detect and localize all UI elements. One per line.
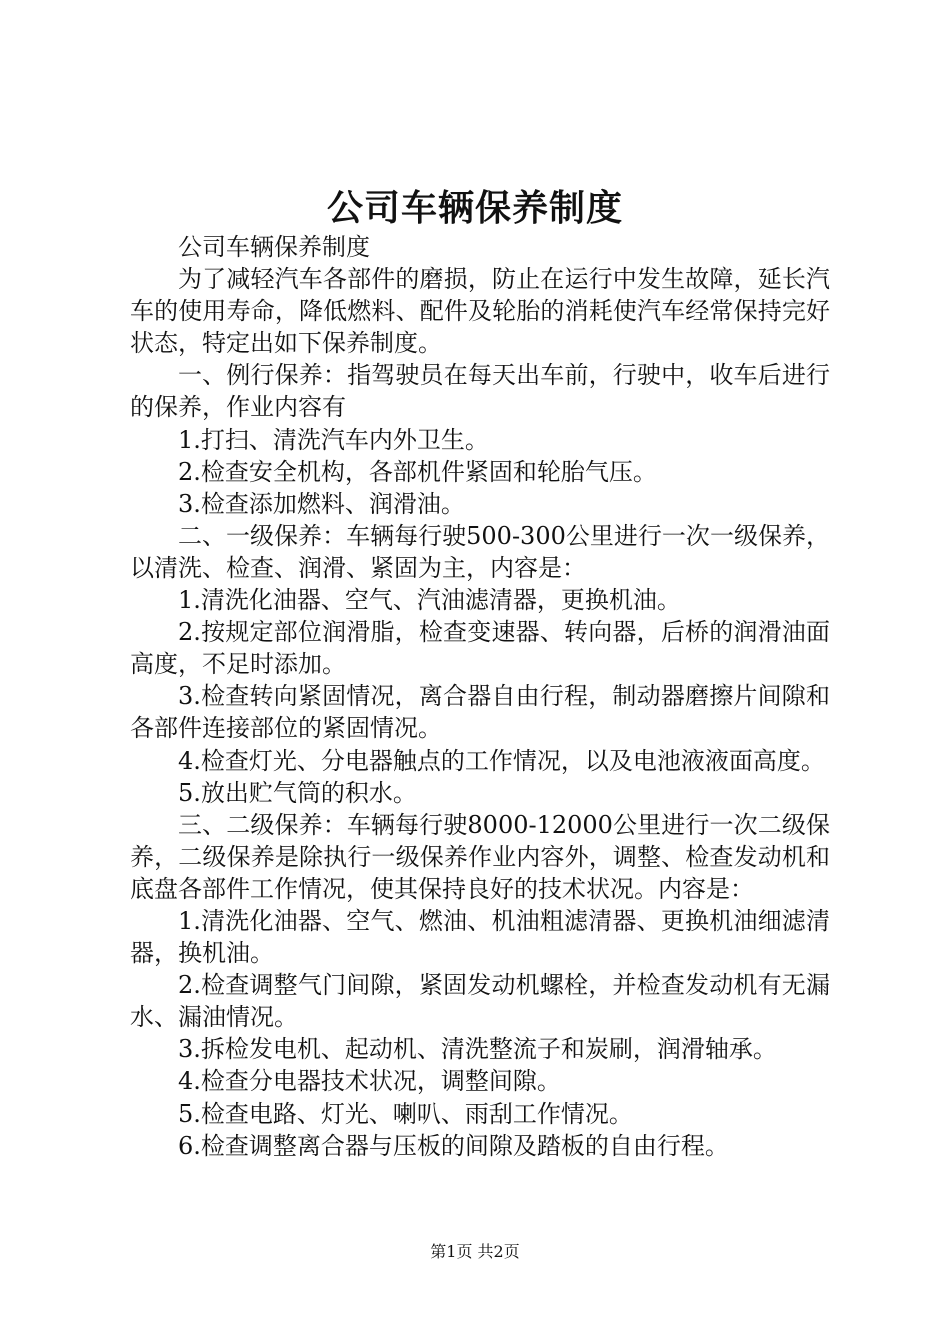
paragraph-routine-item-3: 3.检查添加燃料、润滑油。 bbox=[178, 489, 465, 518]
paragraph-subtitle: 公司车辆保养制度 bbox=[178, 233, 370, 261]
document-title: 公司车辆保养制度 bbox=[326, 187, 623, 229]
paragraph-level-1-item-1: 1.清洗化油器、空气、汽油滤清器，更换机油。 bbox=[178, 586, 681, 615]
paragraph-section-routine: 一、例行保养：指驾驶员在每天出车前，行驶中，收车后进行的保养，作业内容有 bbox=[130, 361, 830, 422]
paragraph-routine-item-2: 2.检查安全机构，各部机件紧固和轮胎气压。 bbox=[178, 457, 657, 486]
paragraph-level-1-item-5: 5.放出贮气筒的积水。 bbox=[178, 778, 417, 807]
paragraph-level-2-item-5: 5.检查电路、灯光、喇叭、雨刮工作情况。 bbox=[178, 1099, 633, 1128]
paragraph-level-1-item-3: 3.检查转向紧固情况，离合器自由行程，制动器磨擦片间隙和各部件连接部位的紧固情况。 bbox=[130, 682, 830, 743]
paragraph-level-2-item-2: 2.检查调整气门间隙，紧固发动机螺栓，并检查发动机有无漏水、漏油情况。 bbox=[130, 971, 830, 1032]
paragraph-level-1-item-2: 2.按规定部位润滑脂，检查变速器、转向器，后桥的润滑油面高度，不足时添加。 bbox=[130, 618, 830, 679]
paragraph-level-2-item-1: 1.清洗化油器、空气、燃油、机油粗滤清器、更换机油细滤清器，换机油。 bbox=[130, 906, 830, 968]
document-body bbox=[130, 231, 830, 1162]
paragraph-level-2-item-3: 3.拆检发电机、起动机、清洗整流子和炭刷，润滑轴承。 bbox=[178, 1035, 777, 1064]
paragraph-section-level-1: 二、一级保养：车辆每行驶500-300公里进行一次一级保养，以清洗、检查、润滑、紧固为主，内容是： bbox=[130, 521, 830, 582]
paragraph-section-level-2: 三、二级保养：车辆每行驶8000-12000公里进行一次二级保养，二级保养是除执行一级保养作业内容外，调整、检查发动机和底盘各部件工作情况，使其保持良好的技术状况。内容是： bbox=[130, 810, 830, 903]
paragraph-intro: 为了减轻汽车各部件的磨损，防止在运行中发生故障，延长汽车的使用寿命，降低燃料、配件及轮胎的消耗使汽车经常保持完好状态，特定出如下保养制度。 bbox=[130, 265, 830, 358]
paragraph-routine-item-1: 1.打扫、清洗汽车内外卫生。 bbox=[178, 425, 489, 454]
paragraph-level-1-item-4: 4.检查灯光、分电器触点的工作情况，以及电池液液面高度。 bbox=[178, 746, 825, 775]
paragraph-level-2-item-6: 6.检查调整离合器与压板的间隙及踏板的自由行程。 bbox=[178, 1131, 729, 1160]
page-number-footer: 第1页 共2页 bbox=[430, 1242, 520, 1261]
paragraph-level-2-item-4: 4.检查分电器技术状况，调整间隙。 bbox=[178, 1067, 561, 1096]
